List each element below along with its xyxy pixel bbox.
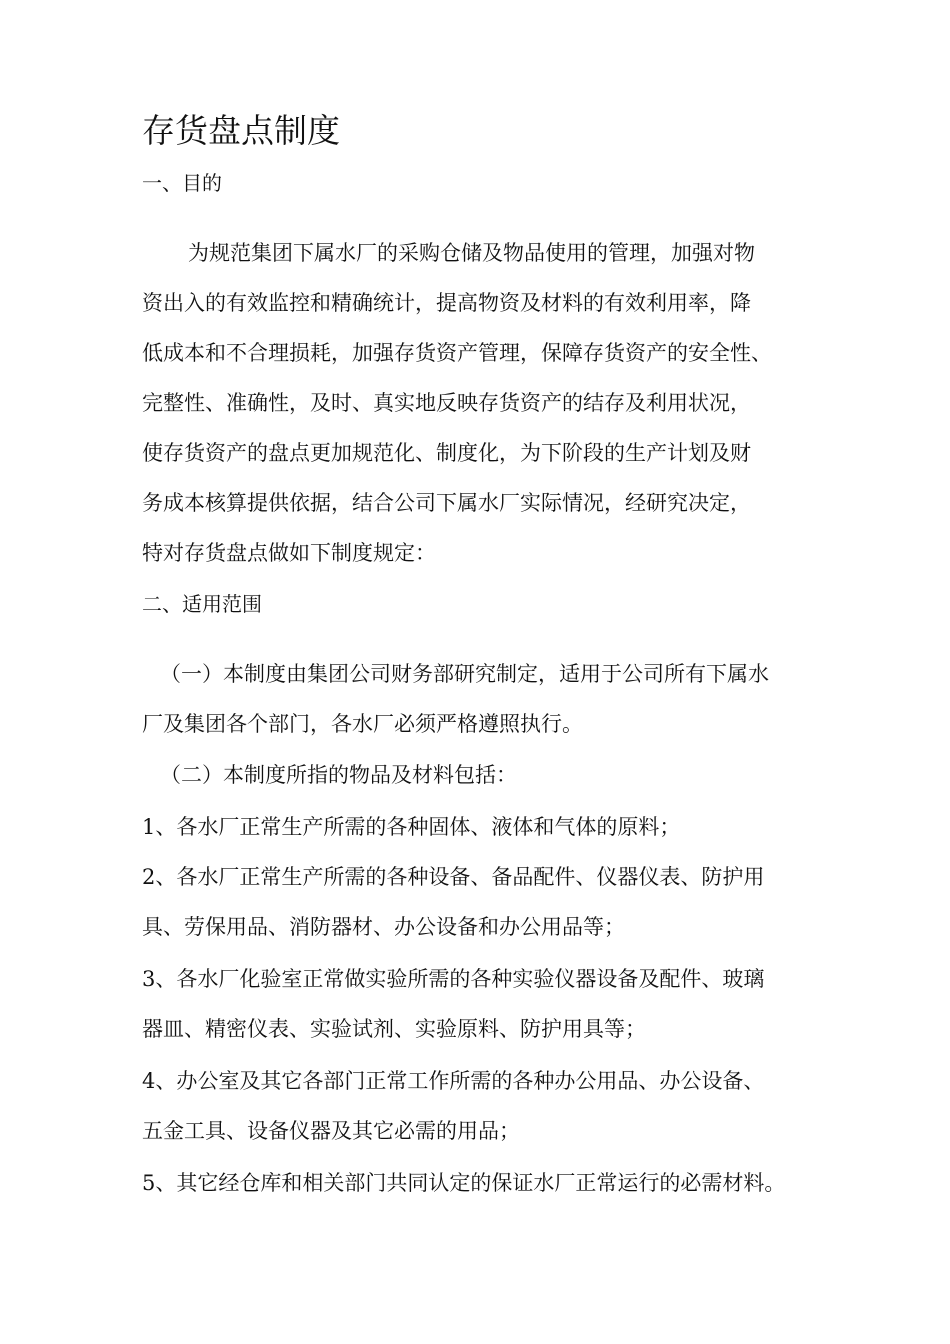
list-item-continued: 器皿、精密仪表、实验试剂、实验原料、防护用具等；: [142, 1017, 646, 1041]
scope-line: （二）本制度所指的物品及材料包括：: [160, 763, 517, 787]
list-item: 5、其它经仓库和相关部门共同认定的保证水厂正常运行的必需材料。: [142, 1171, 786, 1195]
purpose-line: 使存货资产的盘点更加规范化、制度化，为下阶段的生产计划及财: [142, 441, 751, 465]
scope-line: （一）本制度由集团公司财务部研究制定，适用于公司所有下属水: [160, 662, 769, 686]
list-item: 3、各水厂化验室正常做实验所需的各种实验仪器设备及配件、玻璃: [142, 967, 765, 991]
list-item-continued: 五金工具、设备仪器及其它必需的用品；: [142, 1119, 520, 1143]
list-item: 4、办公室及其它各部门正常工作所需的各种办公用品、办公设备、: [142, 1069, 765, 1093]
section-heading-scope: 二、适用范围: [142, 592, 262, 616]
list-item: 1、各水厂正常生产所需的各种固体、液体和气体的原料；: [142, 815, 681, 839]
purpose-line: 完整性、准确性，及时、真实地反映存货资产的结存及利用状况，: [142, 391, 751, 415]
document-title: 存货盘点制度: [142, 111, 340, 150]
purpose-line: 特对存货盘点做如下制度规定：: [142, 541, 436, 565]
list-item-continued: 具、劳保用品、消防器材、办公设备和办公用品等；: [142, 915, 625, 939]
list-item: 2、各水厂正常生产所需的各种设备、备品配件、仪器仪表、防护用: [142, 865, 765, 889]
purpose-line: 资出入的有效监控和精确统计，提高物资及材料的有效利用率，降: [142, 291, 751, 315]
purpose-line: 低成本和不合理损耗，加强存货资产管理，保障存货资产的安全性、: [142, 341, 772, 365]
scope-line: 厂及集团各个部门，各水厂必须严格遵照执行。: [142, 712, 583, 736]
purpose-line: 为规范集团下属水厂的采购仓储及物品使用的管理，加强对物: [188, 241, 755, 265]
section-heading-purpose: 一、目的: [142, 171, 222, 195]
purpose-line: 务成本核算提供依据，结合公司下属水厂实际情况，经研究决定，: [142, 491, 751, 515]
